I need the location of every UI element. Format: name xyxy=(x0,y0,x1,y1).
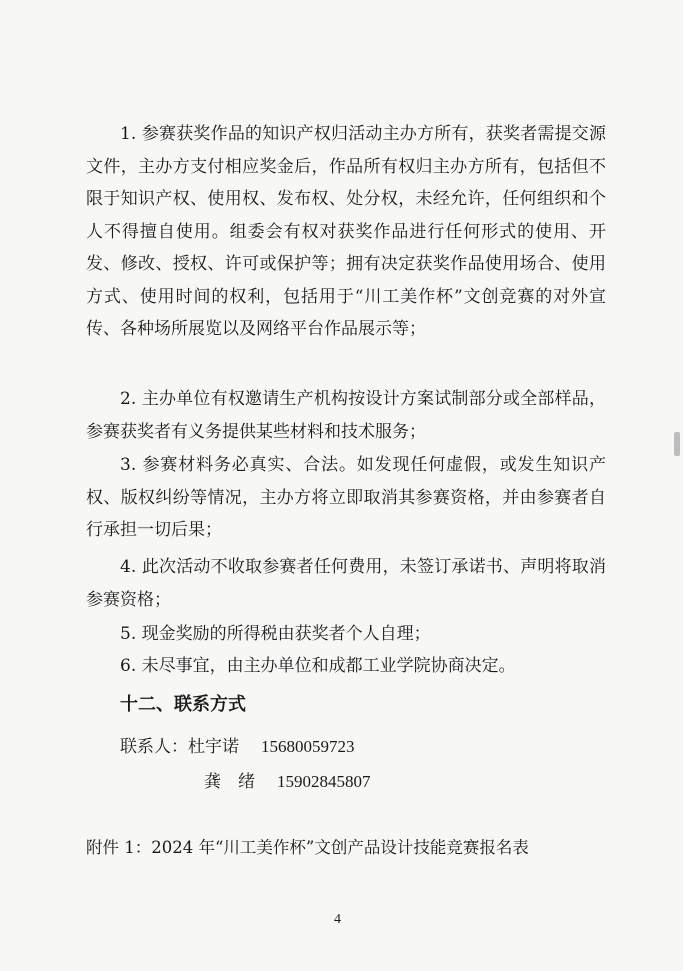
contact-phone: 15902845807 xyxy=(277,772,371,791)
clause-3: 3. 参赛材料务必真实、合法。如发现任何虚假，或发生知识产权、版权纠纷等情况，主办方将立即取消其参赛资格，并由参赛者自行承担一切后果； xyxy=(86,455,606,540)
contact-name: 杜宇诺 xyxy=(188,737,239,757)
scan-artifact xyxy=(674,432,680,456)
attachment-note: 附件 1：2024 年“川工美作杯”文创产品设计技能竞赛报名表 xyxy=(86,838,529,857)
contact-name: 龚 绪 xyxy=(204,772,255,792)
clause-4: 4. 此次活动不收取参赛者任何费用，未签订承诺书、声明将取消参赛资格； xyxy=(86,557,606,610)
contact-heading: 十二、联系方式 xyxy=(120,694,246,715)
contact-label: 联系人： xyxy=(120,737,188,757)
clause-2: 2. 主办单位有权邀请生产机构按设计方案试制部分或全部样品，参赛获奖者有义务提供某些材料和技术服务； xyxy=(86,389,606,442)
page-number: 4 xyxy=(334,912,341,927)
clause-5: 5. 现金奖励的所得税由获奖者个人自理； xyxy=(120,624,431,644)
contact-row-2 xyxy=(204,767,371,792)
clause-6: 6. 未尽事宜，由主办单位和成都工业学院协商决定。 xyxy=(120,656,516,676)
contact-phone: 15680059723 xyxy=(261,737,355,756)
contact-row-1 xyxy=(120,732,355,757)
clause-1: 1. 参赛获奖作品的知识产权归活动主办方所有，获奖者需提交源文件，主办方支付相应奖金后，作品所有权归主办方所有，包括但不限于知识产权、使用权、发布权、处分权，未经允许，任何组织和个人不得擅自使用。组委会有权对获奖作品进行任何形式的使用、开发、修改、授权、许可或保护等；拥有决定获奖作品使用场合、使用方式、使用时间的权利，包括用于“川工美作杯”文创竞赛的对外宣传、各种场所展览以及网络平台作品展示等； xyxy=(86,124,606,339)
